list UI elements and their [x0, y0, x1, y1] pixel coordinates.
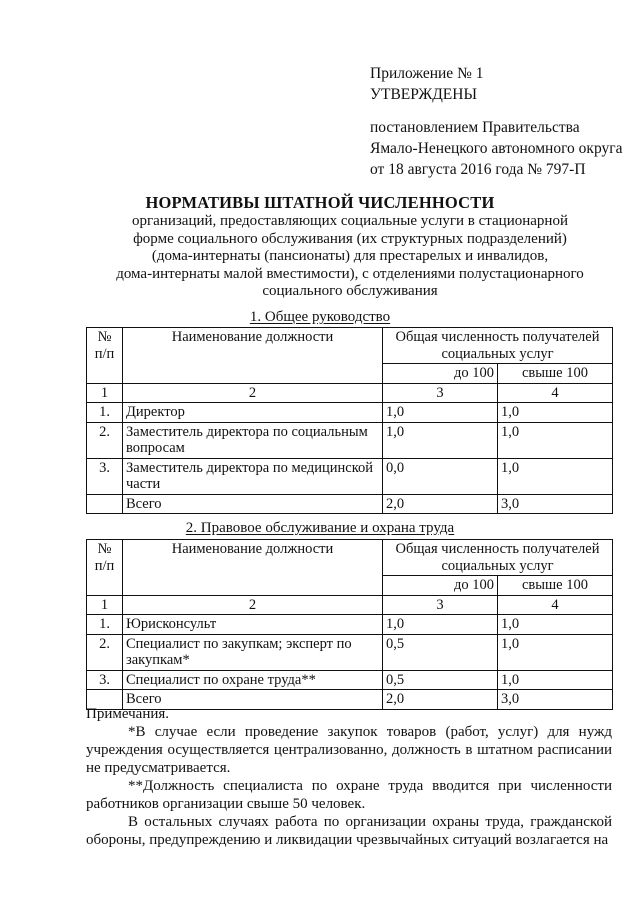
decree-line: от 18 августа 2016 года № 797-П [370, 161, 586, 178]
subtitle-line: организаций, предоставляющих социальные услуги в стационарной [132, 213, 568, 229]
row-num: 2. [87, 634, 123, 670]
column-number: 4 [498, 595, 613, 615]
header-num: № п/п [87, 540, 123, 596]
header-over-100: свыше 100 [498, 364, 613, 384]
header-total: Общая численность получателей социальных услуг [383, 540, 613, 576]
note-paragraph: **Должность специалиста по охране труда вводится при численности работников организации свыше 50 человек. [86, 778, 612, 812]
row-over-100: 1,0 [498, 634, 613, 670]
row-num: 1. [87, 615, 123, 635]
row-position: Заместитель директора по медицинской части [123, 458, 383, 494]
decree-line: Ямало-Ненецкого автономного округа [370, 140, 623, 157]
table-row [87, 403, 613, 423]
appendix-label: Приложение № 1 [370, 65, 484, 82]
header-num: № п/п [87, 328, 123, 384]
header-up-to-100: до 100 [383, 364, 498, 384]
notes-heading: Примечания. [86, 706, 170, 722]
section-title [0, 520, 640, 537]
table-row [87, 634, 613, 670]
approved-label: УТВЕРЖДЕНЫ [370, 86, 477, 103]
section-title-text: 1. Общее руководство [249, 309, 391, 325]
column-number: 1 [87, 595, 123, 615]
total-over-100: 3,0 [498, 494, 613, 514]
total-up-to-100: 2,0 [383, 494, 498, 514]
notes-block [86, 705, 612, 849]
row-num: 3. [87, 670, 123, 690]
table-total-row [87, 494, 613, 514]
column-number: 4 [498, 383, 613, 403]
table-header-row [87, 328, 613, 364]
column-number: 3 [383, 595, 498, 615]
row-up-to-100: 0,5 [383, 634, 498, 670]
total-label: Всего [123, 690, 383, 710]
subtitle-line: дома-интернаты малой вместимости), с отделениями полустационарного [116, 265, 584, 282]
row-num: 3. [87, 458, 123, 494]
section-title [0, 309, 640, 326]
staff-table-general-management [86, 327, 613, 514]
total-up-to-100: 2,0 [383, 690, 498, 710]
header-up-to-100: до 100 [383, 576, 498, 596]
row-over-100: 1,0 [498, 670, 613, 690]
row-up-to-100: 1,0 [383, 422, 498, 458]
row-position: Заместитель директора по социальным вопросам [123, 422, 383, 458]
row-up-to-100: 1,0 [383, 615, 498, 635]
row-num: 1. [87, 403, 123, 423]
row-up-to-100: 1,0 [383, 403, 498, 423]
approval-block [370, 63, 622, 180]
column-number-row [87, 383, 613, 403]
note-paragraph: *В случае если проведение закупок товаров (работ, услуг) для нужд учреждения осуществляется централизованно, должность в штатном расписании не предусматривается. [86, 724, 612, 776]
table-row [87, 458, 613, 494]
row-up-to-100: 0,5 [383, 670, 498, 690]
row-over-100: 1,0 [498, 615, 613, 635]
row-position: Специалист по закупкам; эксперт по закупкам* [123, 634, 383, 670]
column-number: 2 [123, 595, 383, 615]
column-number: 3 [383, 383, 498, 403]
table-row [87, 670, 613, 690]
table-row [87, 615, 613, 635]
column-number: 1 [87, 383, 123, 403]
staff-table-legal-and-safety [86, 539, 613, 710]
row-over-100: 1,0 [498, 458, 613, 494]
section-title-text: 2. Правовое обслуживание и охрана труда [185, 520, 455, 536]
subtitle-line: социального обслуживания [262, 283, 438, 299]
row-num: 2. [87, 422, 123, 458]
row-over-100: 1,0 [498, 422, 613, 458]
column-number-row [87, 595, 613, 615]
total-label: Всего [123, 494, 383, 514]
header-position: Наименование должности [123, 328, 383, 384]
document-title: НОРМАТИВЫ ШТАТНОЙ ЧИСЛЕННОСТИ [145, 193, 495, 212]
row-position: Юрисконсульт [123, 615, 383, 635]
column-number: 2 [123, 383, 383, 403]
table-header-row [87, 540, 613, 576]
subtitle-line: (дома-интернаты (пансионаты) для престарелых и инвалидов, [151, 248, 549, 264]
header-total: Общая численность получателей социальных услуг [383, 328, 613, 364]
row-position: Специалист по охране труда** [123, 670, 383, 690]
row-position: Директор [123, 403, 383, 423]
decree-line: постановлением Правительства [370, 119, 580, 136]
table-row [87, 422, 613, 458]
row-up-to-100: 0,0 [383, 458, 498, 494]
note-paragraph: В остальных случаях работа по организации охраны труда, гражданской обороны, предупреждению и ликвидации чрезвычайных ситуаций возлагается на [86, 814, 612, 848]
subtitle-line: форме социального обслуживания (их структурных подразделений) [133, 230, 567, 247]
row-over-100: 1,0 [498, 403, 613, 423]
header-over-100: свыше 100 [498, 576, 613, 596]
header-position: Наименование должности [123, 540, 383, 596]
total-over-100: 3,0 [498, 690, 613, 710]
document-subtitle [100, 213, 600, 301]
